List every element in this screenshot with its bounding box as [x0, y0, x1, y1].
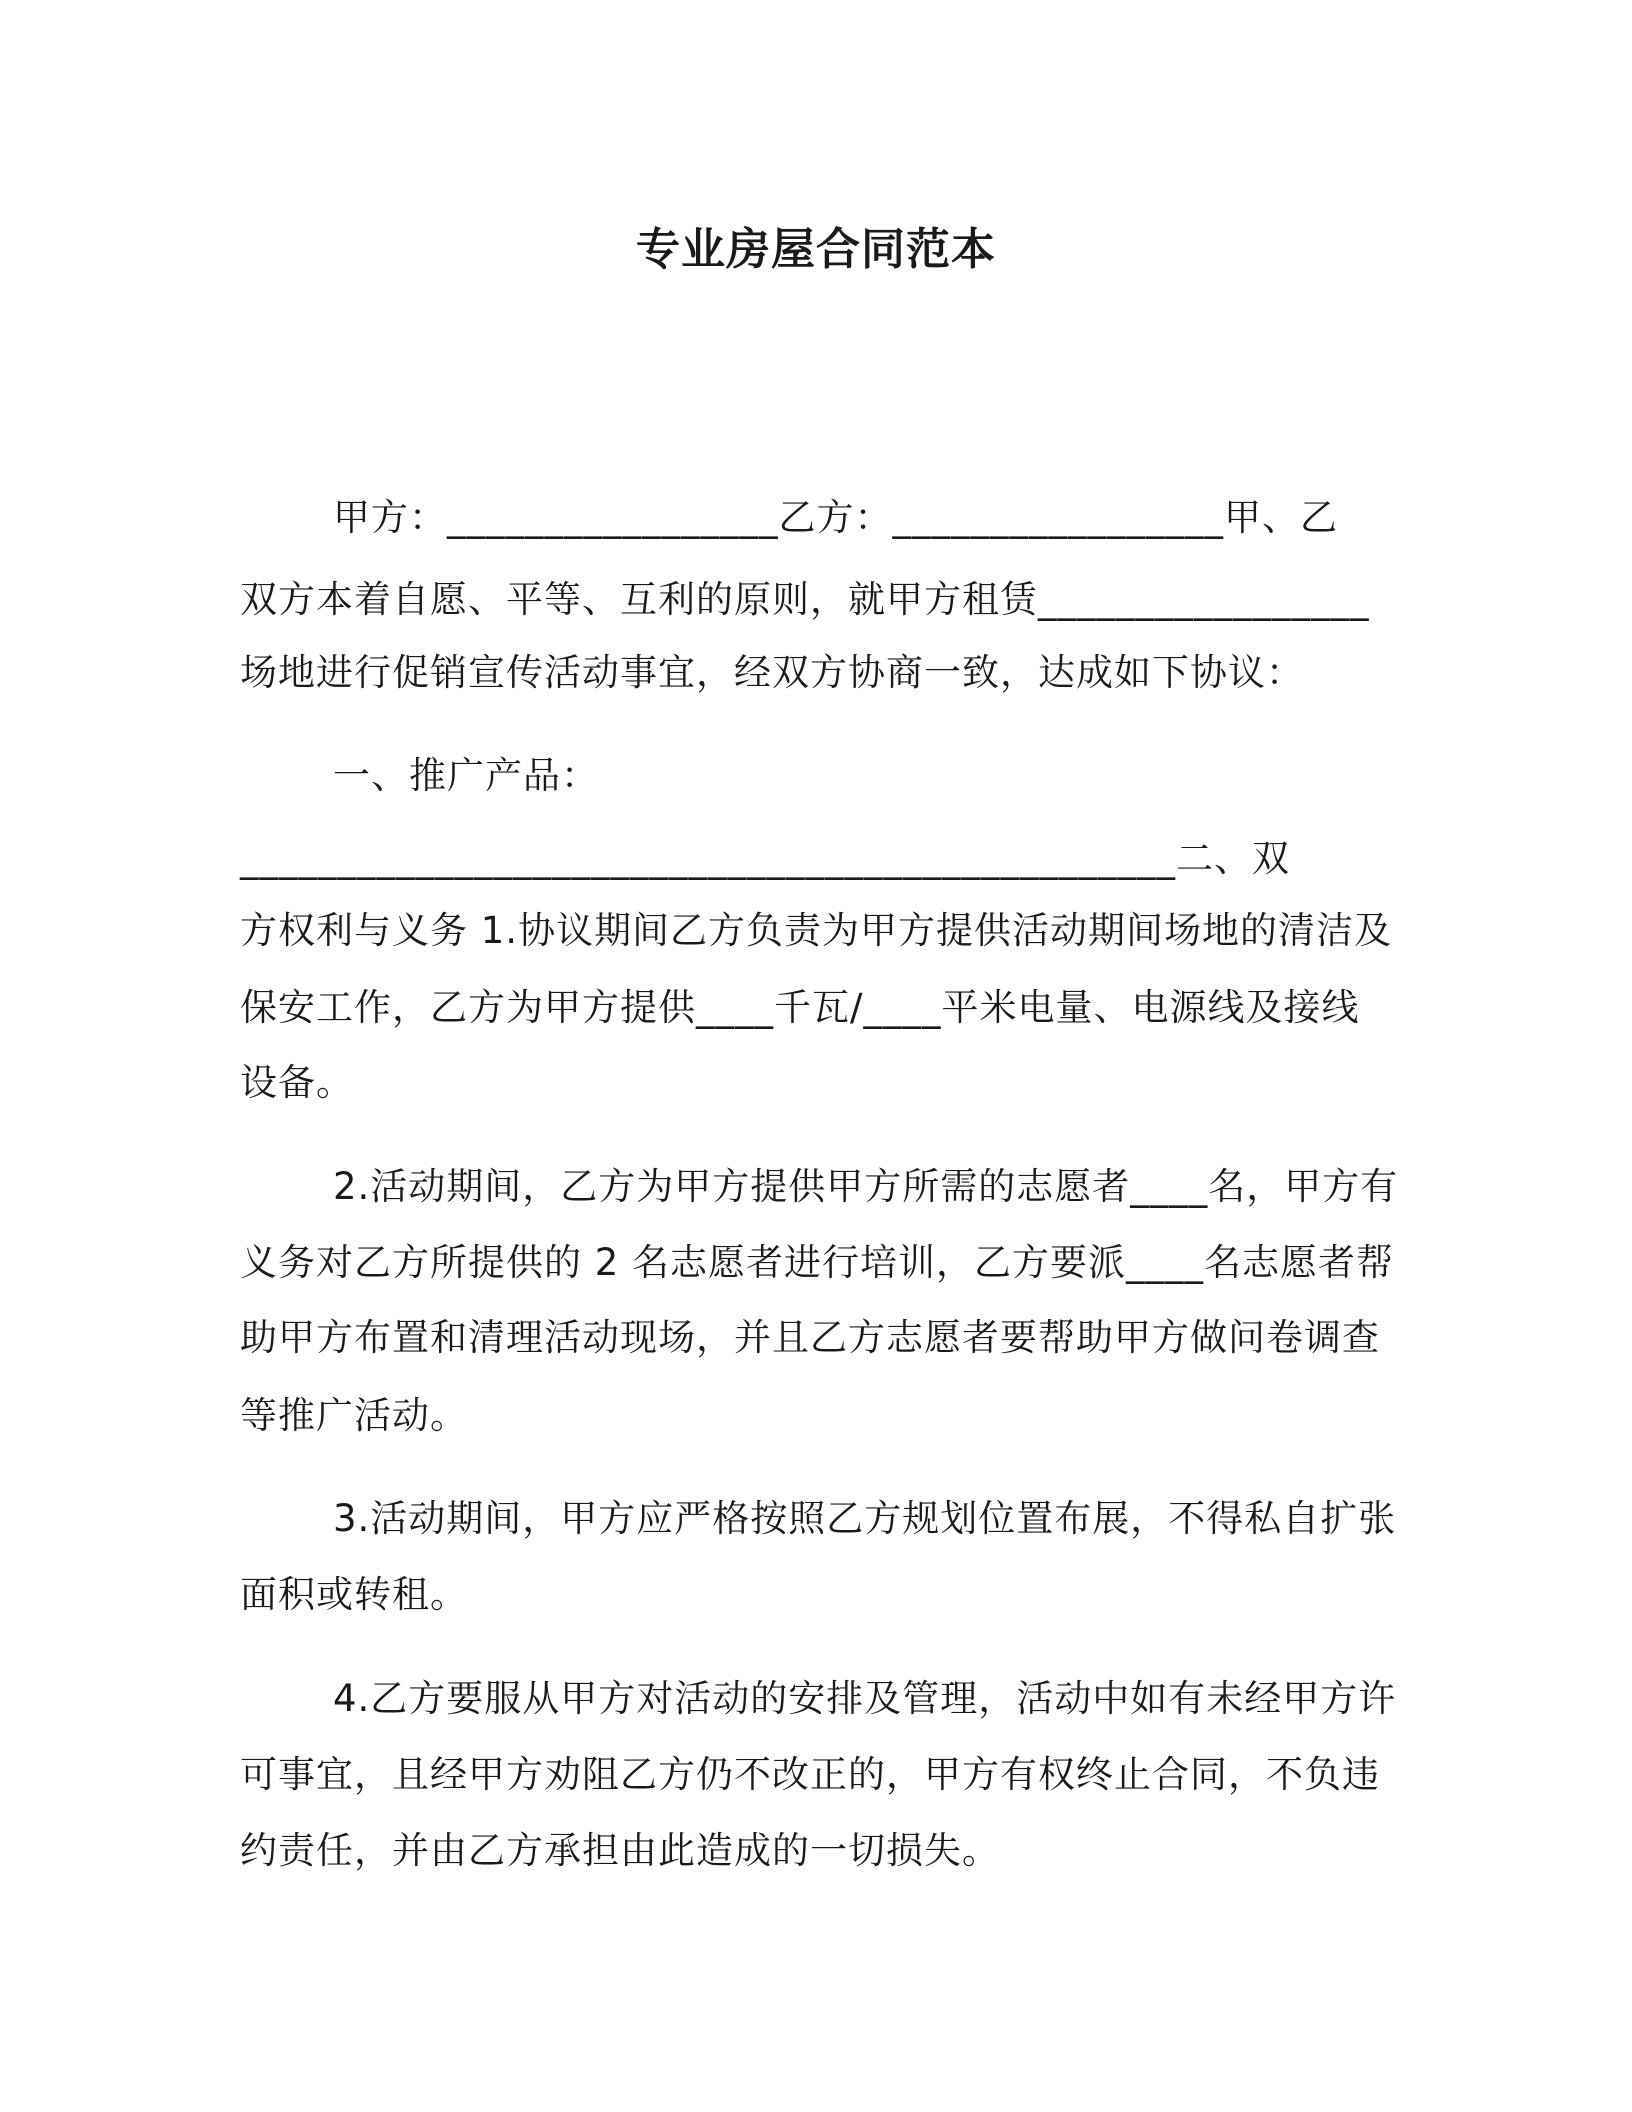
paragraph-line: 面积或转租。	[240, 1573, 468, 1616]
paragraph-line: 约责任，并由乙方承担由此造成的一切损失。	[240, 1829, 1000, 1872]
paragraph-line: 2.活动期间，乙方为甲方提供甲方所需的志愿者____名，甲方有	[333, 1165, 1399, 1208]
paragraph-line: 可事宜，且经甲方劝阻乙方仍不改正的，甲方有权终止合同，不负违	[240, 1753, 1380, 1796]
document-title: 专业房屋合同范本	[636, 224, 996, 275]
paragraph-line: 甲方：_________________乙方：_________________甲、乙	[333, 496, 1338, 539]
section-heading: 一、推广产品：	[333, 754, 599, 797]
paragraph-line: 保安工作，乙方为甲方提供____千瓦/____平米电量、电源线及接线	[240, 986, 1360, 1029]
paragraph-line: 等推广活动。	[240, 1394, 468, 1437]
paragraph-line: 设备。	[240, 1061, 354, 1104]
paragraph-line: 双方本着自愿、平等、互利的原则，就甲方租赁_________________	[240, 578, 1370, 621]
paragraph-line: 3.活动期间，甲方应严格按照乙方规划位置布展，不得私自扩张	[333, 1497, 1397, 1540]
paragraph-line: ________________________________________________二、双	[240, 837, 1290, 880]
paragraph-line: 助甲方布置和清理活动现场，并且乙方志愿者要帮助甲方做问卷调查	[240, 1316, 1380, 1359]
paragraph-line: 方权利与义务 1.协议期间乙方负责为甲方提供活动期间场地的清洁及	[240, 909, 1393, 952]
paragraph-line: 义务对乙方所提供的 2 名志愿者进行培训，乙方要派____名志愿者帮	[240, 1241, 1395, 1284]
paragraph-line: 场地进行促销宣传活动事宜，经双方协商一致，达成如下协议：	[240, 651, 1304, 694]
paragraph-line: 4.乙方要服从甲方对活动的安排及管理，活动中如有未经甲方许	[333, 1677, 1397, 1720]
